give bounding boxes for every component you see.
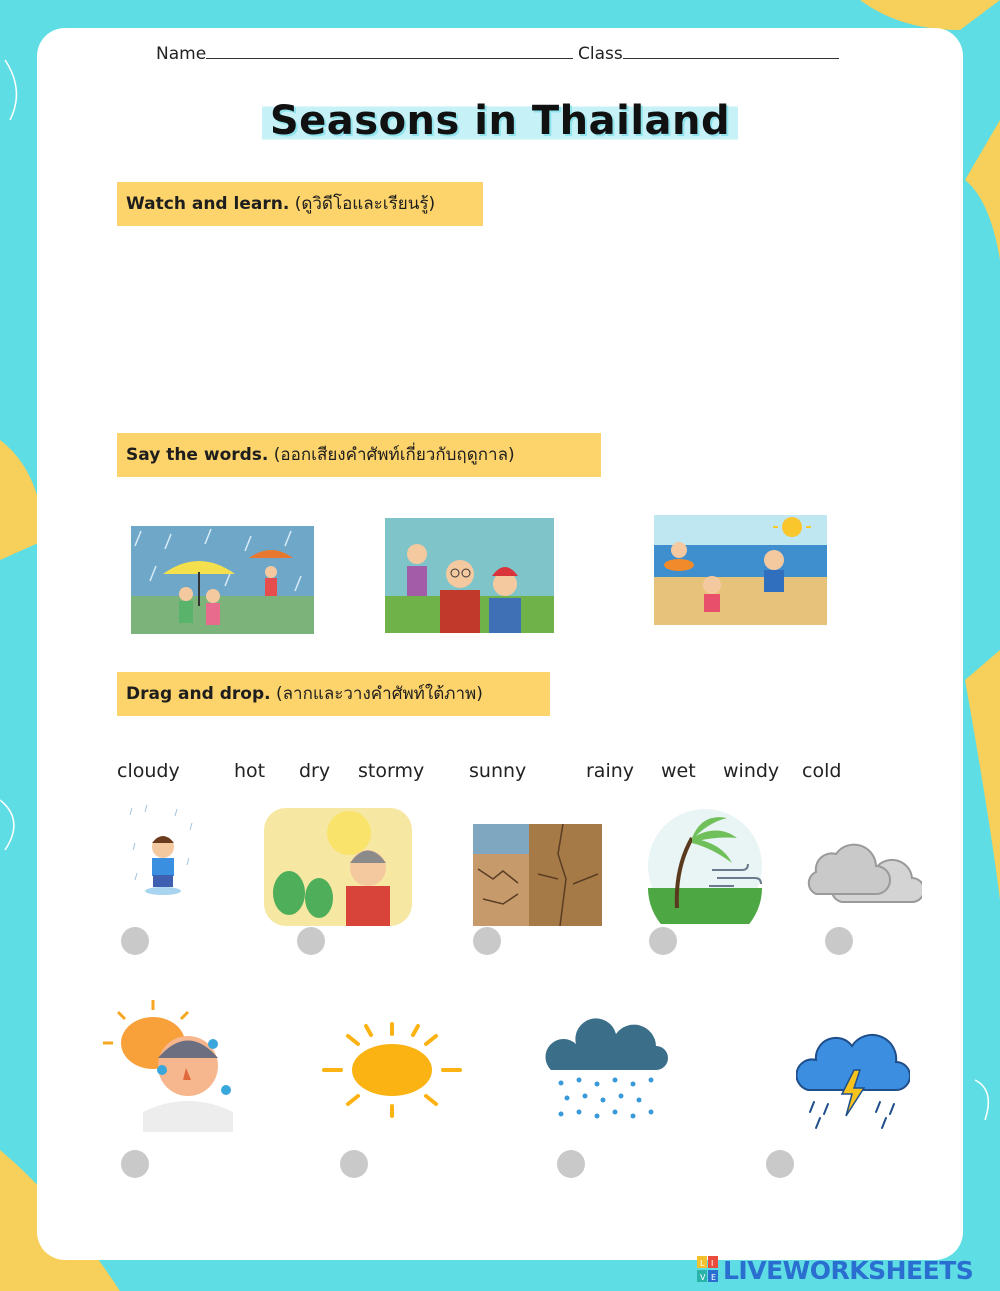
storm-cloud-icon	[796, 1020, 910, 1132]
svg-text:V: V	[700, 1273, 706, 1282]
rainy-season-icon	[131, 526, 314, 634]
name-field[interactable]	[156, 42, 573, 64]
section-watch-and-learn: Watch and learn. (ดูวิดีโอและเรียนรู้)	[117, 182, 483, 226]
svg-text:L: L	[700, 1259, 705, 1268]
cold-person-icon	[264, 808, 412, 926]
page-title: Seasons in Thailand	[0, 98, 1000, 144]
word-bank-stormy[interactable]: stormy	[358, 760, 425, 782]
class-field[interactable]	[578, 42, 839, 64]
drop-target-2[interactable]	[297, 927, 325, 955]
dry-ground-icon	[473, 824, 602, 926]
summer-beach-icon	[654, 515, 827, 625]
section-say-the-words: Say the words. (ออกเสียงคำศัพท์เกี่ยวกับฤดูกาล)	[117, 433, 601, 477]
hot-person-icon	[98, 998, 240, 1132]
windy-tree-icon	[647, 808, 764, 924]
cold-season-icon	[385, 518, 554, 633]
word-bank-hot[interactable]: hot	[234, 760, 266, 782]
name-underline	[206, 42, 573, 59]
svg-text:E: E	[711, 1273, 717, 1282]
word-bank-windy[interactable]: windy	[723, 760, 780, 782]
section-drag-and-drop: Drag and drop. (ลากและวางคำศัพท์ใต้ภาพ)	[117, 672, 550, 716]
class-label: Class	[578, 44, 623, 64]
word-bank-rainy[interactable]: rainy	[586, 760, 635, 782]
name-label: Name	[156, 44, 207, 64]
rain-cloud-icon	[541, 1018, 668, 1128]
word-bank-cold[interactable]: cold	[802, 760, 842, 782]
drop-target-3[interactable]	[473, 927, 501, 955]
drop-target-7[interactable]	[340, 1150, 368, 1178]
class-underline	[623, 42, 839, 59]
svg-text:I: I	[711, 1259, 714, 1268]
liveworksheets-logo	[697, 1255, 973, 1285]
drop-target-5[interactable]	[825, 927, 853, 955]
word-bank-cloudy[interactable]: cloudy	[117, 760, 180, 782]
drop-target-9[interactable]	[766, 1150, 794, 1178]
drop-target-4[interactable]	[649, 927, 677, 955]
sun-icon	[321, 1020, 463, 1120]
word-bank-wet[interactable]: wet	[661, 760, 696, 782]
liveworksheets-logo-icon	[697, 1256, 719, 1284]
logo-text: LIVEWORKSHEETS	[723, 1255, 974, 1285]
word-bank-sunny[interactable]: sunny	[469, 760, 527, 782]
drop-target-1[interactable]	[121, 927, 149, 955]
cloudy-icon	[804, 822, 922, 912]
wet-boy-icon	[127, 803, 199, 898]
drop-target-6[interactable]	[121, 1150, 149, 1178]
drop-target-8[interactable]	[557, 1150, 585, 1178]
word-bank-dry[interactable]: dry	[299, 760, 331, 782]
